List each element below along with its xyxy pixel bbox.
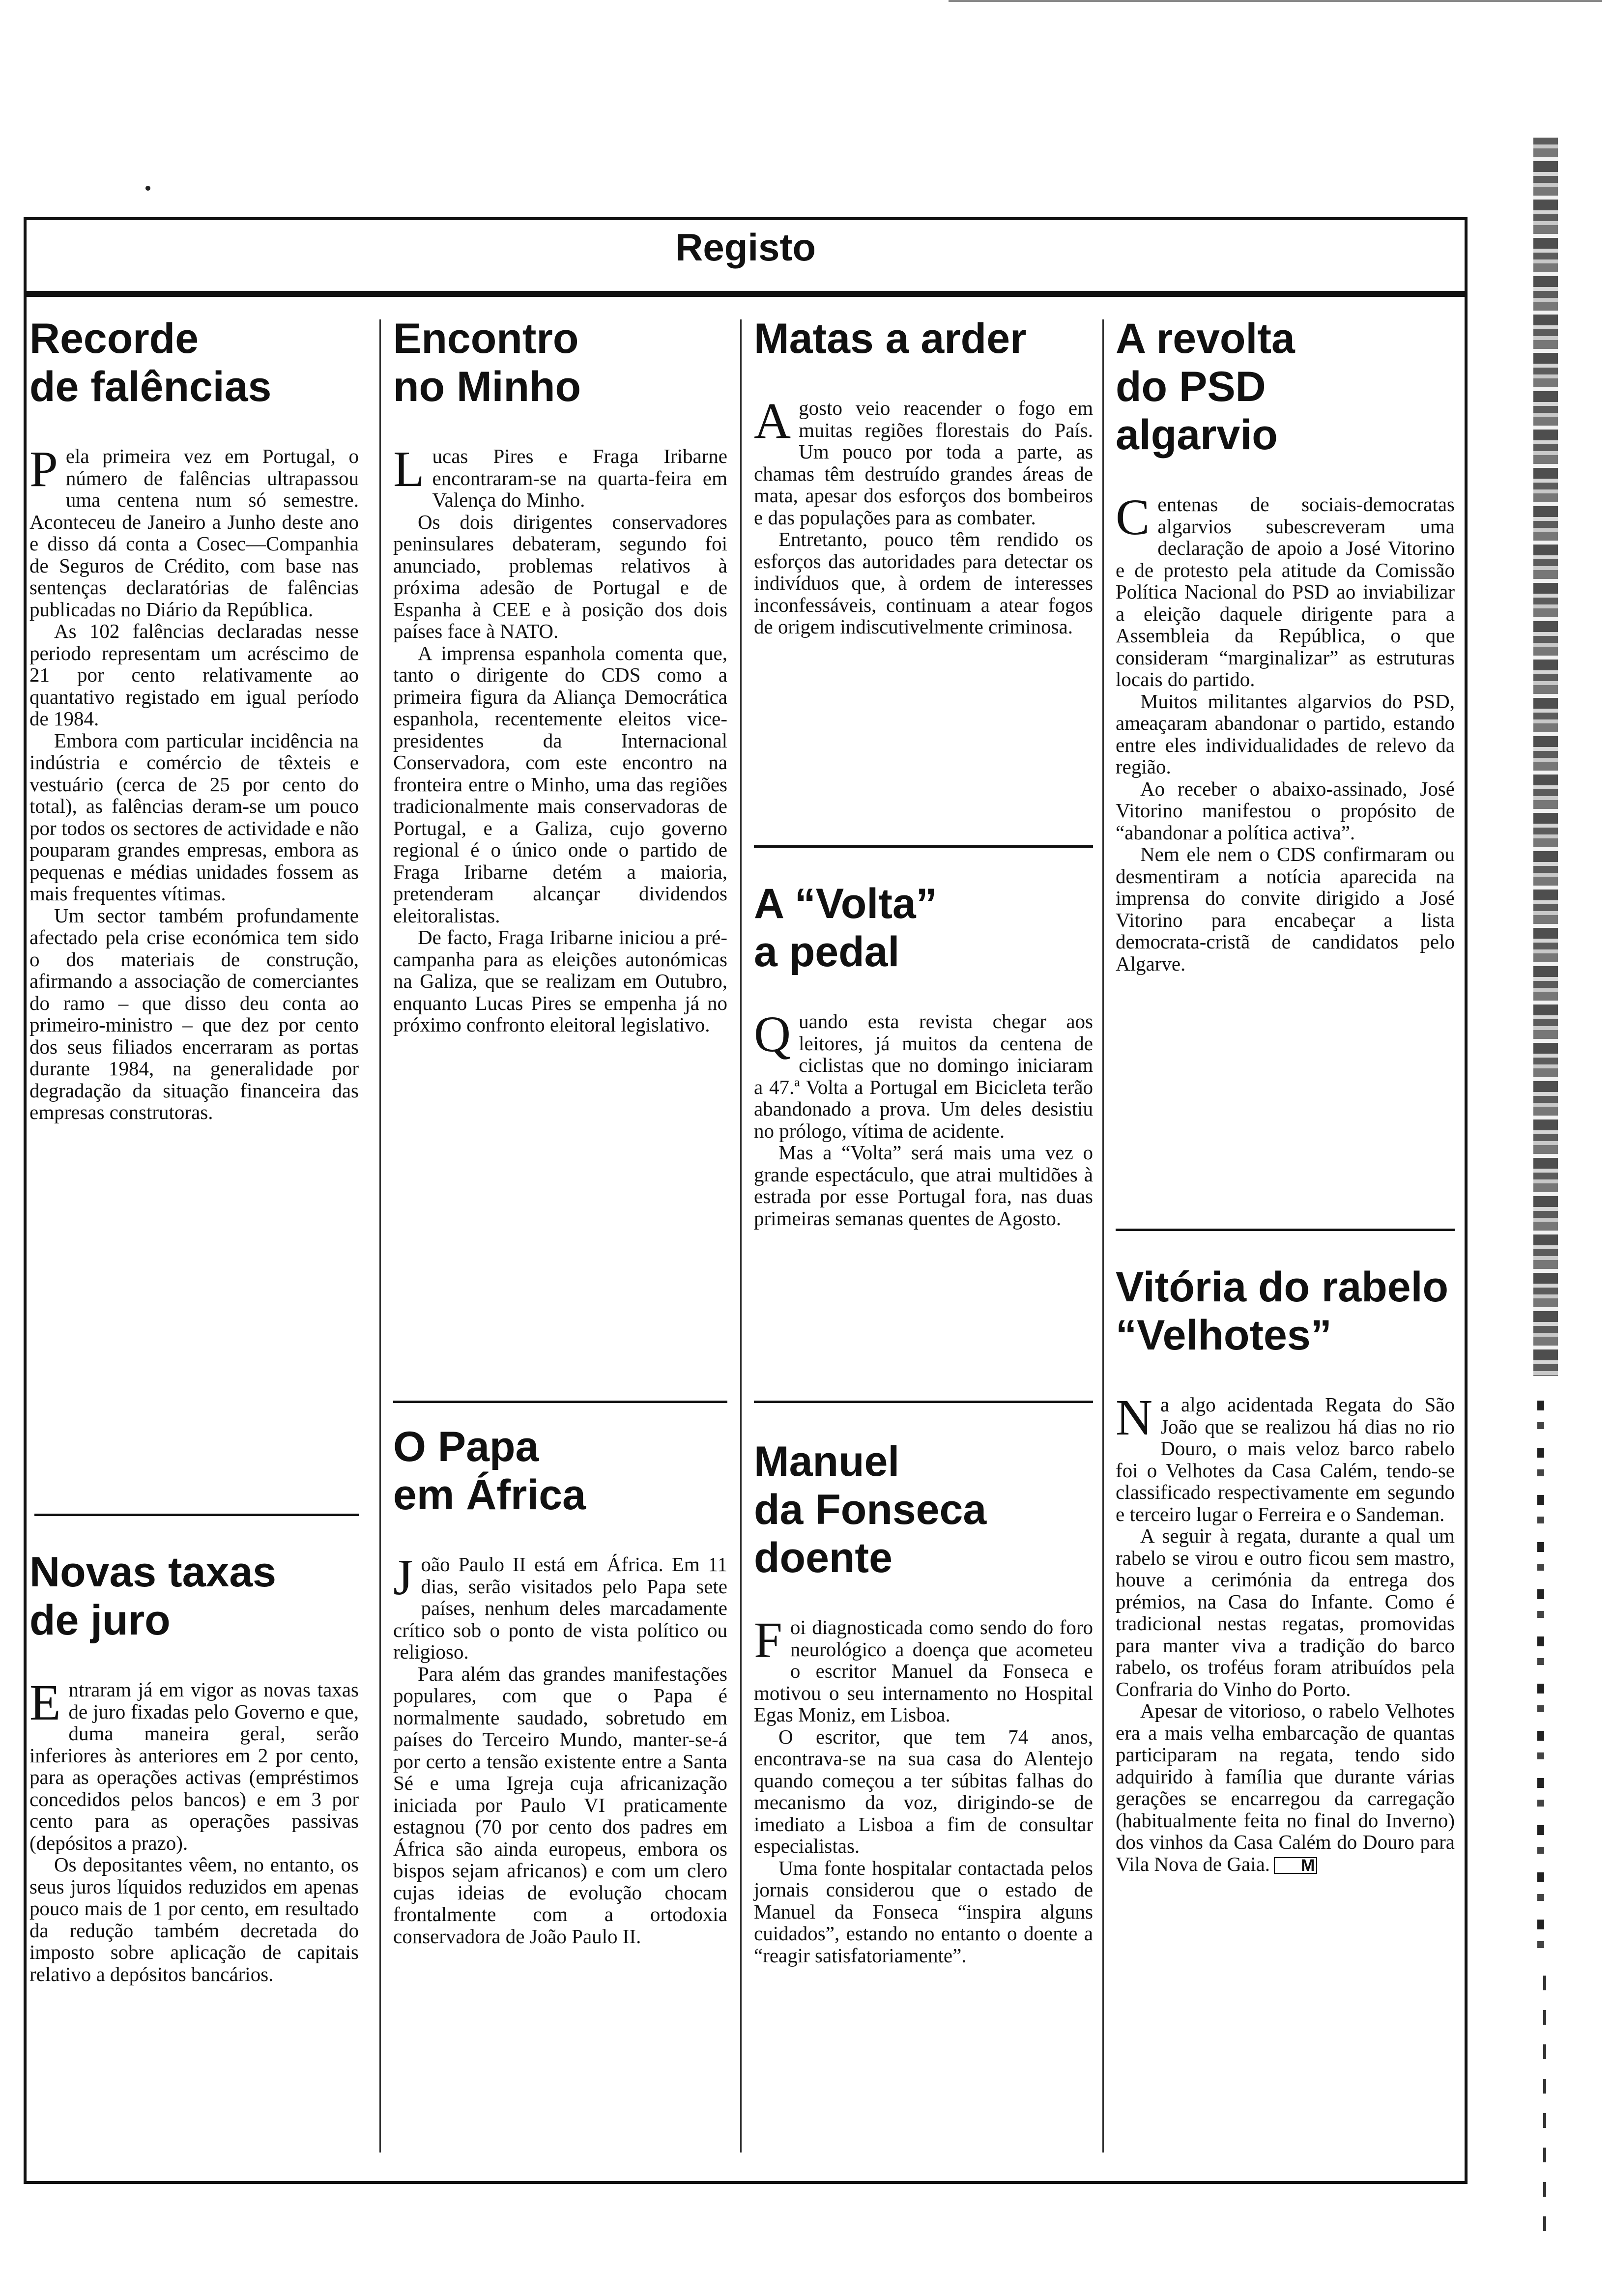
paragraph: gosto veio reacender o fogo em muitas regiões florestais do País. Um pouco por toda a parte, as chamas têm destruído grandes áreas de mata, apesar dos esforços dos bombeiros e das populações para as combater. bbox=[754, 397, 1093, 529]
article-headline: Vitória do rabelo “Velhotes” bbox=[1116, 1263, 1448, 1359]
article-psd bbox=[1116, 315, 1455, 975]
paragraph: Nem ele nem o CDS confirmaram ou desmentiram a notícia aparecida na imprensa do convite dirigido a José Vitorino para encabeçar a lista democrata-cristã de candidatos pelo Algarve. bbox=[1116, 843, 1455, 975]
article-headline: Manuel da Fonseca doente bbox=[754, 1438, 987, 1581]
paragraph: Os dois dirigentes conservadores peninsulares debateram, segundo foi anunciado, problemas relativos à próxima adesão de Portugal e de Espanha à CEE e à posição dos dois países face à NATO. bbox=[393, 510, 727, 642]
dropcap: E bbox=[29, 1674, 61, 1731]
dropcap: A bbox=[754, 393, 791, 449]
section-title: Registo bbox=[675, 226, 816, 269]
dropcap: L bbox=[393, 441, 425, 497]
paragraph: Os depositantes vêem, no entanto, os seus juros líquidos reduzidos em apenas pouco mais de 1 por cento, em resultado da redução também decretada do imposto sobre aplicação de capitais relativo a depósitos bancários. bbox=[29, 1853, 359, 1985]
paragraph: Embora com particular incidência na indústria e comércio de têxteis e vestuário (cerca de 25 por cento do total), as falências deram-se um pouco por todos os sectores de actividade e não pouparam grandes empresas, embora as pequenas e médias unidades fossem as mais frequentes vítimas. bbox=[29, 729, 359, 905]
paragraph: a algo acidentada Regata do São João que se realizou há dias no rio Douro, o mais veloz barco rabelo foi o Velhotes da Casa Calém, tendo-se classificado respectivamente em segundo e terceiro lugar o Ferreira e o Sandeman. bbox=[1116, 1393, 1455, 1525]
article-body bbox=[754, 1006, 1093, 1230]
paragraph: Entretanto, pouco têm rendido os esforços das autoridades para detectar os indivíduos que, à ordem de interesses inconfessáveis, continuam a atear fogos de origem indiscutivelmente criminosa. bbox=[754, 528, 1093, 638]
article-encontro bbox=[393, 315, 727, 1036]
article-headline: Matas a arder bbox=[754, 315, 1027, 362]
article-fonseca bbox=[754, 1437, 1093, 1966]
paragraph: De facto, Fraga Iribarne iniciou a pré-campanha para as eleições autonómicas na Galiza, que se realizam em Outubro, enquanto Lucas Pires se empenha já no próximo confronto eleitoral legislativo. bbox=[393, 926, 727, 1036]
article-separator bbox=[1116, 1229, 1455, 1231]
article-body bbox=[1116, 1389, 1455, 1875]
paragraph: Apesar de vitorioso, o rabelo Velhotes era a mais velha embarcação de quantas participaram na regata, tendo sido adquirido à família que durante várias gerações se encarregou da carregação (habitualmente feita no final do Inverno) dos vinhos da Casa Calém do Douro para Vila Nova de Gaia. bbox=[1116, 1699, 1455, 1875]
paragraph: Uma fonte hospitalar contactada pelos jornais considerou que o estado de Manuel da Fonseca “inspira alguns cuidados”, estando no entanto o doente a “reagir satisfatoriamente”. bbox=[754, 1856, 1093, 1967]
article-rabelo bbox=[1116, 1263, 1455, 1875]
article-body bbox=[393, 1549, 727, 1948]
article-headline: O Papa em África bbox=[393, 1423, 586, 1519]
dropcap: P bbox=[29, 441, 58, 497]
paragraph: O escritor, que tem 74 anos, encontrava-se na sua casa do Alentejo quando começou a ter súbitas falhas do mecanismo da voz, dirigindo-se de imediato a Lisboa a fim de consultar especialistas. bbox=[754, 1725, 1093, 1857]
article-body bbox=[754, 393, 1093, 638]
article-headline: Novas taxas de juro bbox=[29, 1549, 276, 1644]
article-body bbox=[29, 1674, 359, 1985]
article-taxas bbox=[29, 1548, 359, 1985]
paragraph: ntraram já em vigor as novas taxas de juro fixadas pelo Governo e que, duma maneira geral, serão inferiores às anteriores em 2 por cento, para as operações activas (empréstimos concedidos pelos bancos) e em 3 por cento para as operações passivas (depósitos a prazo). bbox=[29, 1678, 359, 1854]
paragraph: A seguir à regata, durante a qual um rabelo se virou e outro ficou sem mastro, houve a cerimónia da entrega dos prémios, na Casa do Infante. Como é tradicional nestas regatas, promovidas para manter viva a tradição do barco rabelo, os troféus foram atribuídos pela Confraria do Vinho do Porto. bbox=[1116, 1524, 1455, 1700]
dropcap: C bbox=[1116, 489, 1150, 545]
article-headline: A “Volta” a pedal bbox=[754, 880, 937, 976]
article-headline: Encontro no Minho bbox=[393, 315, 581, 410]
scan-top-rule bbox=[949, 0, 1602, 2]
paragraph: Para além das grandes manifestações populares, com que o Papa é normalmente saudado, sobretudo em países do Terceiro Mundo, manter-se-á por certo a tensão existente entre a Santa Sé e uma Igreja cuja africanização iniciada por Paulo VI praticamente estagnou (70 por cento dos padres em África são ainda europeus, embora os bispos sejam africanos) e com um clero cujas ideias de evolução chocam frontalmente com a ortodoxia conservadora de João Paulo II. bbox=[393, 1662, 727, 1948]
paragraph: A imprensa espanhola comenta que, tanto o dirigente do CDS como a primeira figura da Aliança Democrática espanhola, recentemente eleitos vice-presidentes da Internacional Conservadora, com este encontro na fronteira entre o Minho, uma das regiões tradicionalmente mais conservadoras de Portugal, e a Galiza, cujo governo regional é o único onde o partido de Fraga Iribarne detém a maioria, pretenderam alcançar dividendos eleitoralistas. bbox=[393, 641, 727, 927]
paragraph: ucas Pires e Fraga Iribarne encontraram-se na quarta-feira em Valença do Minho. bbox=[432, 445, 727, 511]
article-body bbox=[754, 1612, 1093, 1967]
article-headline: A revolta do PSD algarvio bbox=[1116, 315, 1295, 459]
article-papa bbox=[393, 1423, 727, 1947]
dropcap: Q bbox=[754, 1006, 791, 1062]
article-recorde bbox=[29, 315, 359, 1123]
dropcap: F bbox=[754, 1612, 782, 1668]
article-separator bbox=[393, 1401, 727, 1403]
paragraph: Ao receber o abaixo-assinado, José Vitorino manifestou o propósito de “abandonar a política activa”. bbox=[1116, 777, 1455, 844]
article-separator bbox=[754, 1401, 1093, 1403]
paragraph: ela primeira vez em Portugal, o número de falências ultrapassou uma centena num só semestre. Aconteceu de Janeiro a Junho deste ano e disso dá conta a Cosec—Companhia de Seguros de Crédito, com base nas sentenças declaratórias de falências publicadas no Diário da República. bbox=[29, 445, 359, 621]
article-separator bbox=[34, 1514, 359, 1516]
paragraph: uando esta revista chegar aos leitores, já muitos da centena de ciclistas que no domingo iniciaram a 47.ª Volta a Portugal em Bicicleta terão abandonado a prova. Um deles desistiu no prólogo, vítima de acidente. bbox=[754, 1010, 1093, 1142]
article-separator bbox=[754, 845, 1093, 848]
scan-edge-artifact bbox=[1533, 138, 1558, 1376]
dropcap: N bbox=[1116, 1389, 1153, 1446]
scan-edge-artifact-bottom bbox=[1543, 1976, 1546, 2251]
header-rule bbox=[24, 291, 1468, 297]
paragraph: As 102 falências declaradas nesse periodo representam um acréscimo de 21 por cento relativamente ao quantativo registado em igual período de 1984. bbox=[29, 620, 359, 730]
paragraph: Um sector também profundamente afectado pela crise económica tem sido o dos materiais de construção, afirmando a associação de comerciantes do ramo – que disso deu conta ao primeiro-ministro – que dez por cento dos seus filiados encerraram as portas durante 1984, na generalidade por degradação da situação financeira das empresas construtoras. bbox=[29, 904, 359, 1123]
paragraph: Mas a “Volta” será mais uma vez o grande espectáculo, que atrai multidões à estrada por esse Portugal fora, nas duas primeiras semanas quentes de Agosto. bbox=[754, 1141, 1093, 1230]
paragraph: entenas de sociais-democratas algarvios subescreveram uma declaração de apoio a José Vitorino e de protesto pela atitude da Comissão Política Nacional do PSD ao inviabilizar a eleição daquele dirigente para a Assembleia da República, o que consideram “marginalizar” as estruturas locais do partido. bbox=[1116, 493, 1455, 690]
column-divider bbox=[740, 319, 742, 2152]
article-body bbox=[393, 441, 727, 1036]
article-volta bbox=[754, 880, 1093, 1229]
scan-speck bbox=[145, 186, 150, 191]
column-divider bbox=[1102, 319, 1104, 2152]
article-body bbox=[1116, 489, 1455, 975]
column-divider bbox=[379, 319, 381, 2152]
paragraph: oi diagnosticada como sendo do foro neurológico a doença que acometeu o escritor Manuel da Fonseca e motivou o seu internamento no Hospital Egas Moniz, em Lisboa. bbox=[754, 1616, 1093, 1726]
scan-edge-artifact-lower bbox=[1537, 1401, 1544, 1966]
paragraph: Muitos militantes algarvios do PSD, ameaçaram abandonar o partido, estando entre eles individualidades de relevo da região. bbox=[1116, 689, 1455, 778]
article-headline: Recorde de falências bbox=[29, 315, 272, 410]
article-body bbox=[29, 441, 359, 1123]
article-matas bbox=[754, 315, 1093, 638]
paragraph: oão Paulo II está em África. Em 11 dias, serão visitados pelo Papa sete países, nenhum deles marcadamente crítico sob o ponto de vista político ou religioso. bbox=[393, 1553, 727, 1663]
dropcap: J bbox=[393, 1549, 413, 1606]
end-mark: M bbox=[1274, 1857, 1317, 1874]
